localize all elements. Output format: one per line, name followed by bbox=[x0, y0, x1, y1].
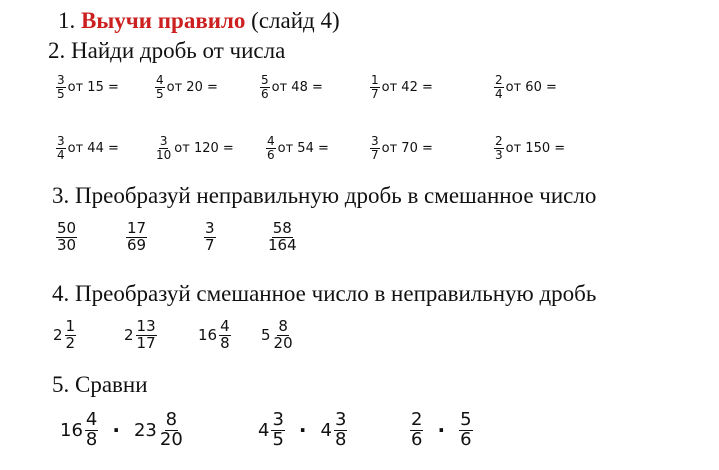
improper-fraction: $\frac{58}{164}$ bbox=[268, 219, 297, 254]
fraction: $\frac{1}{7}$ bbox=[371, 73, 379, 101]
fraction-of-number-item: $\frac{3}{10}$ от 120 = bbox=[156, 134, 234, 162]
mixed-number: 16 $\frac{4}{8}$ bbox=[198, 317, 230, 352]
mixed-number: 2 $\frac{1}{2}$ bbox=[53, 317, 76, 352]
fraction: $\frac{3}{10}$ bbox=[156, 134, 172, 162]
fraction: $\frac{3}{7}$ bbox=[371, 134, 379, 162]
improper-fraction: $\frac{50}{30}$ bbox=[57, 219, 77, 254]
comparison-pair: $\frac{2}{6}$ · $\frac{5}{6}$ bbox=[411, 409, 472, 450]
task-3-title: 3. Преобразуй неправильную дробь в смешанное число bbox=[52, 183, 597, 208]
fraction-of-number-item: $\frac{2}{4}$ от 60 = bbox=[495, 73, 557, 101]
fraction-of-number-item: $\frac{4}{6}$ от 54 = bbox=[267, 134, 329, 162]
fraction-of-number-item: $\frac{2}{3}$ от 150 = bbox=[495, 134, 566, 162]
fraction-of-number-item: $\frac{3}{5}$ от 15 = bbox=[57, 73, 119, 101]
fraction: $\frac{5}{6}$ bbox=[261, 73, 269, 101]
fraction: $\frac{3}{5}$ bbox=[57, 73, 65, 101]
fraction: $\frac{4}{5}$ bbox=[156, 73, 164, 101]
improper-fraction: $\frac{17}{69}$ bbox=[127, 219, 147, 254]
comparison-pair: 4 $\frac{3}{5}$ · 4 $\frac{3}{8}$ bbox=[258, 409, 347, 450]
comparison-pair: 16 $\frac{4}{8}$ · 23 $\frac{8}{20}$ bbox=[60, 409, 183, 450]
task-1-heading bbox=[58, 8, 340, 34]
task-2-title: 2. Найди дробь от числа bbox=[48, 38, 286, 63]
fraction: $\frac{2}{4}$ bbox=[495, 73, 503, 101]
fraction-of-number-item: $\frac{3}{7}$ от 70 = bbox=[371, 134, 433, 162]
fraction-of-number-item: $\frac{3}{4}$ от 44 = bbox=[57, 134, 119, 162]
fraction-of-number-item: $\frac{5}{6}$ от 48 = bbox=[261, 73, 323, 101]
compare-placeholder: · bbox=[437, 418, 446, 443]
task-1-highlight: Выучи правило bbox=[81, 8, 246, 33]
task-1-rest: (слайд 4) bbox=[251, 8, 340, 33]
fraction-of-number-item: $\frac{4}{5}$ от 20 = bbox=[156, 73, 218, 101]
task-5-title: 5. Сравни bbox=[52, 372, 148, 397]
mixed-number: 2 $\frac{13}{17}$ bbox=[124, 317, 156, 352]
improper-fraction: $\frac{3}{7}$ bbox=[205, 219, 215, 254]
fraction: $\frac{4}{6}$ bbox=[267, 134, 275, 162]
task-4-title: 4. Преобразуй смешанное число в неправильную дробь bbox=[52, 281, 597, 306]
fraction: $\frac{3}{4}$ bbox=[57, 134, 65, 162]
fraction: $\frac{2}{3}$ bbox=[495, 134, 503, 162]
mixed-number: 5 $\frac{8}{20}$ bbox=[261, 317, 293, 352]
compare-placeholder: · bbox=[112, 418, 120, 443]
task-1-number: 1. bbox=[58, 8, 76, 33]
compare-placeholder: · bbox=[298, 418, 307, 443]
fraction-of-number-item: $\frac{1}{7}$ от 42 = bbox=[371, 73, 433, 101]
